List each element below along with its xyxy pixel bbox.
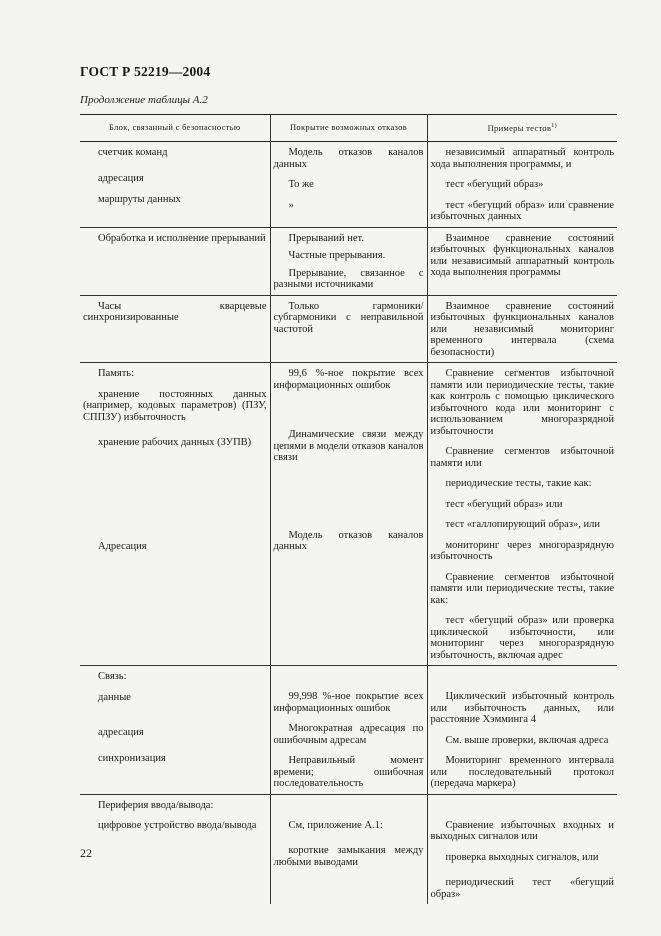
test-item: Мониторинг временного интервала или последовательный протокол (передача маркера) <box>430 755 614 789</box>
test-item: тест «бегущий образ» или сравнение избыточных данных <box>430 199 614 222</box>
cell-block <box>80 227 270 295</box>
block-item: данные <box>98 691 131 703</box>
block-item: хранение рабочих данных (ЗУПВ) <box>98 437 252 448</box>
test-item: проверка выходных сигналов, или <box>445 851 599 863</box>
cell-coverage <box>270 227 427 295</box>
test-item: тест «бегущий образ» или проверка циклической избыточности, или мониторинг через многоразрядную избыточность, включая адрес <box>430 615 614 661</box>
block-item: Обработка и исполнение прерываний <box>98 232 266 244</box>
cell-block <box>80 794 270 904</box>
table-row <box>80 295 617 363</box>
coverage-item: » <box>288 199 294 211</box>
table-row <box>80 666 617 795</box>
block-item: Связь: <box>98 671 127 682</box>
table-row <box>80 363 617 666</box>
cell-block <box>80 363 270 666</box>
cell-tests <box>427 227 617 295</box>
block-item: хранение постоянных данных (например, кодовых параметров) (ПЗУ, СППЗУ) избыточность <box>83 388 267 423</box>
coverage-item: 99,998 %-ное покрытие всех информационных ошибок <box>273 691 424 714</box>
block-item: Память: <box>98 368 135 379</box>
safety-tests-table <box>80 114 617 904</box>
cell-tests <box>427 794 617 904</box>
cell-tests <box>427 363 617 666</box>
block-item: адресация <box>98 727 144 738</box>
coverage-item: Только гармоники/субгармоники с неправильной частотой <box>273 300 424 335</box>
test-item: тест «бегущий образ» или <box>445 498 563 510</box>
coverage-item: Модель отказов каналов данных <box>273 529 424 552</box>
cell-tests <box>427 666 617 795</box>
block-item: Периферия ввода/вывода: <box>98 799 214 811</box>
cell-block <box>80 295 270 363</box>
footnote-marker: 1) <box>551 123 557 130</box>
block-item: счетчик команд <box>98 147 168 158</box>
coverage-item: Частные прерывания. <box>288 250 386 261</box>
table-row <box>80 794 617 904</box>
coverage-item: То же <box>288 179 314 190</box>
test-item: тест «галлопирующий образ», или <box>445 519 600 530</box>
block-item: адресация <box>98 172 144 184</box>
table-caption: Продолжение таблицы А.2 <box>80 94 208 106</box>
cell-coverage <box>270 295 427 363</box>
test-item: Взаимное сравнение состояний избыточных функциональных каналов или независимый мониторинг временного интервала (схема безопасности) <box>430 300 614 358</box>
test-item: периодический тест «бегущий образ» <box>430 877 614 900</box>
test-item: Взаимное сравнение состояний избыточных функциональных каналов или независимый аппаратный контроль хода выполнения программы <box>430 232 614 278</box>
coverage-item: короткие замыкания между любыми выводами <box>273 845 424 868</box>
column-header-block: Блок, связанный с безопасностью <box>80 115 270 142</box>
coverage-item: Динамические связи между цепями в модели отказов каналов связи <box>273 429 424 463</box>
cell-block <box>80 142 270 228</box>
column-header-tests: Примеры тестов$^{1)}$ <box>427 115 617 142</box>
cell-coverage <box>270 666 427 795</box>
block-item: Часы кварцевые синхронизированные <box>83 300 267 323</box>
test-item: независимый аппаратный контроль хода выполнения программы, и <box>430 147 614 170</box>
cell-coverage <box>270 142 427 228</box>
test-item: См. выше проверки, включая адреса <box>445 734 609 746</box>
cell-tests <box>427 142 617 228</box>
test-item: тест «бегущий образ» <box>445 179 544 190</box>
document-id: ГОСТ Р 52219—2004 <box>80 64 211 79</box>
cell-tests <box>427 295 617 363</box>
test-item: мониторинг через многоразрядную избыточность <box>430 539 614 562</box>
page-number: 22 <box>80 846 92 860</box>
cell-coverage <box>270 794 427 904</box>
block-item: цифровое устройство ввода/вывода <box>98 820 257 831</box>
column-header-coverage: Покрытие возможных отказов <box>270 115 427 142</box>
test-item: Сравнение избыточных входных и выходных сигналов или <box>430 819 614 842</box>
coverage-item: Неправильный момент времени; ошибочная последовательность <box>273 755 424 789</box>
coverage-item: Прерываний нет. <box>288 232 364 244</box>
table-header-row <box>80 115 617 142</box>
test-item: Сравнение сегментов избыточной памяти или периодические тесты, такие как контроль с помощью циклического избыточного кода или мониторинг с использованием многоразрядной избыточности <box>430 368 614 437</box>
coverage-item: См, приложение А.1: <box>288 819 383 831</box>
coverage-item: Модель отказов каналов данных <box>273 147 424 170</box>
coverage-item: Многократная адресация по ошибочным адресам <box>273 723 424 746</box>
test-item: Сравнение сегментов избыточной памяти или <box>430 446 614 469</box>
test-item: периодические тесты, такие как: <box>445 478 592 489</box>
block-item: маршруты данных <box>98 194 181 205</box>
block-item: синхронизация <box>98 752 166 764</box>
table-row <box>80 142 617 228</box>
test-item: Циклический избыточный контроль или избыточность данных, или расстояние Хэмминга 4 <box>430 691 614 725</box>
coverage-item: 99,6 %-ное покрытие всех информационных ошибок <box>273 368 424 391</box>
cell-block <box>80 666 270 795</box>
coverage-item: Прерывание, связанное с разными источниками <box>273 267 424 290</box>
block-item: Адресация <box>98 540 147 552</box>
cell-coverage <box>270 363 427 666</box>
table-row <box>80 227 617 295</box>
test-item: Сравнение сегментов избыточной памяти или периодические тесты, такие как: <box>430 571 614 606</box>
